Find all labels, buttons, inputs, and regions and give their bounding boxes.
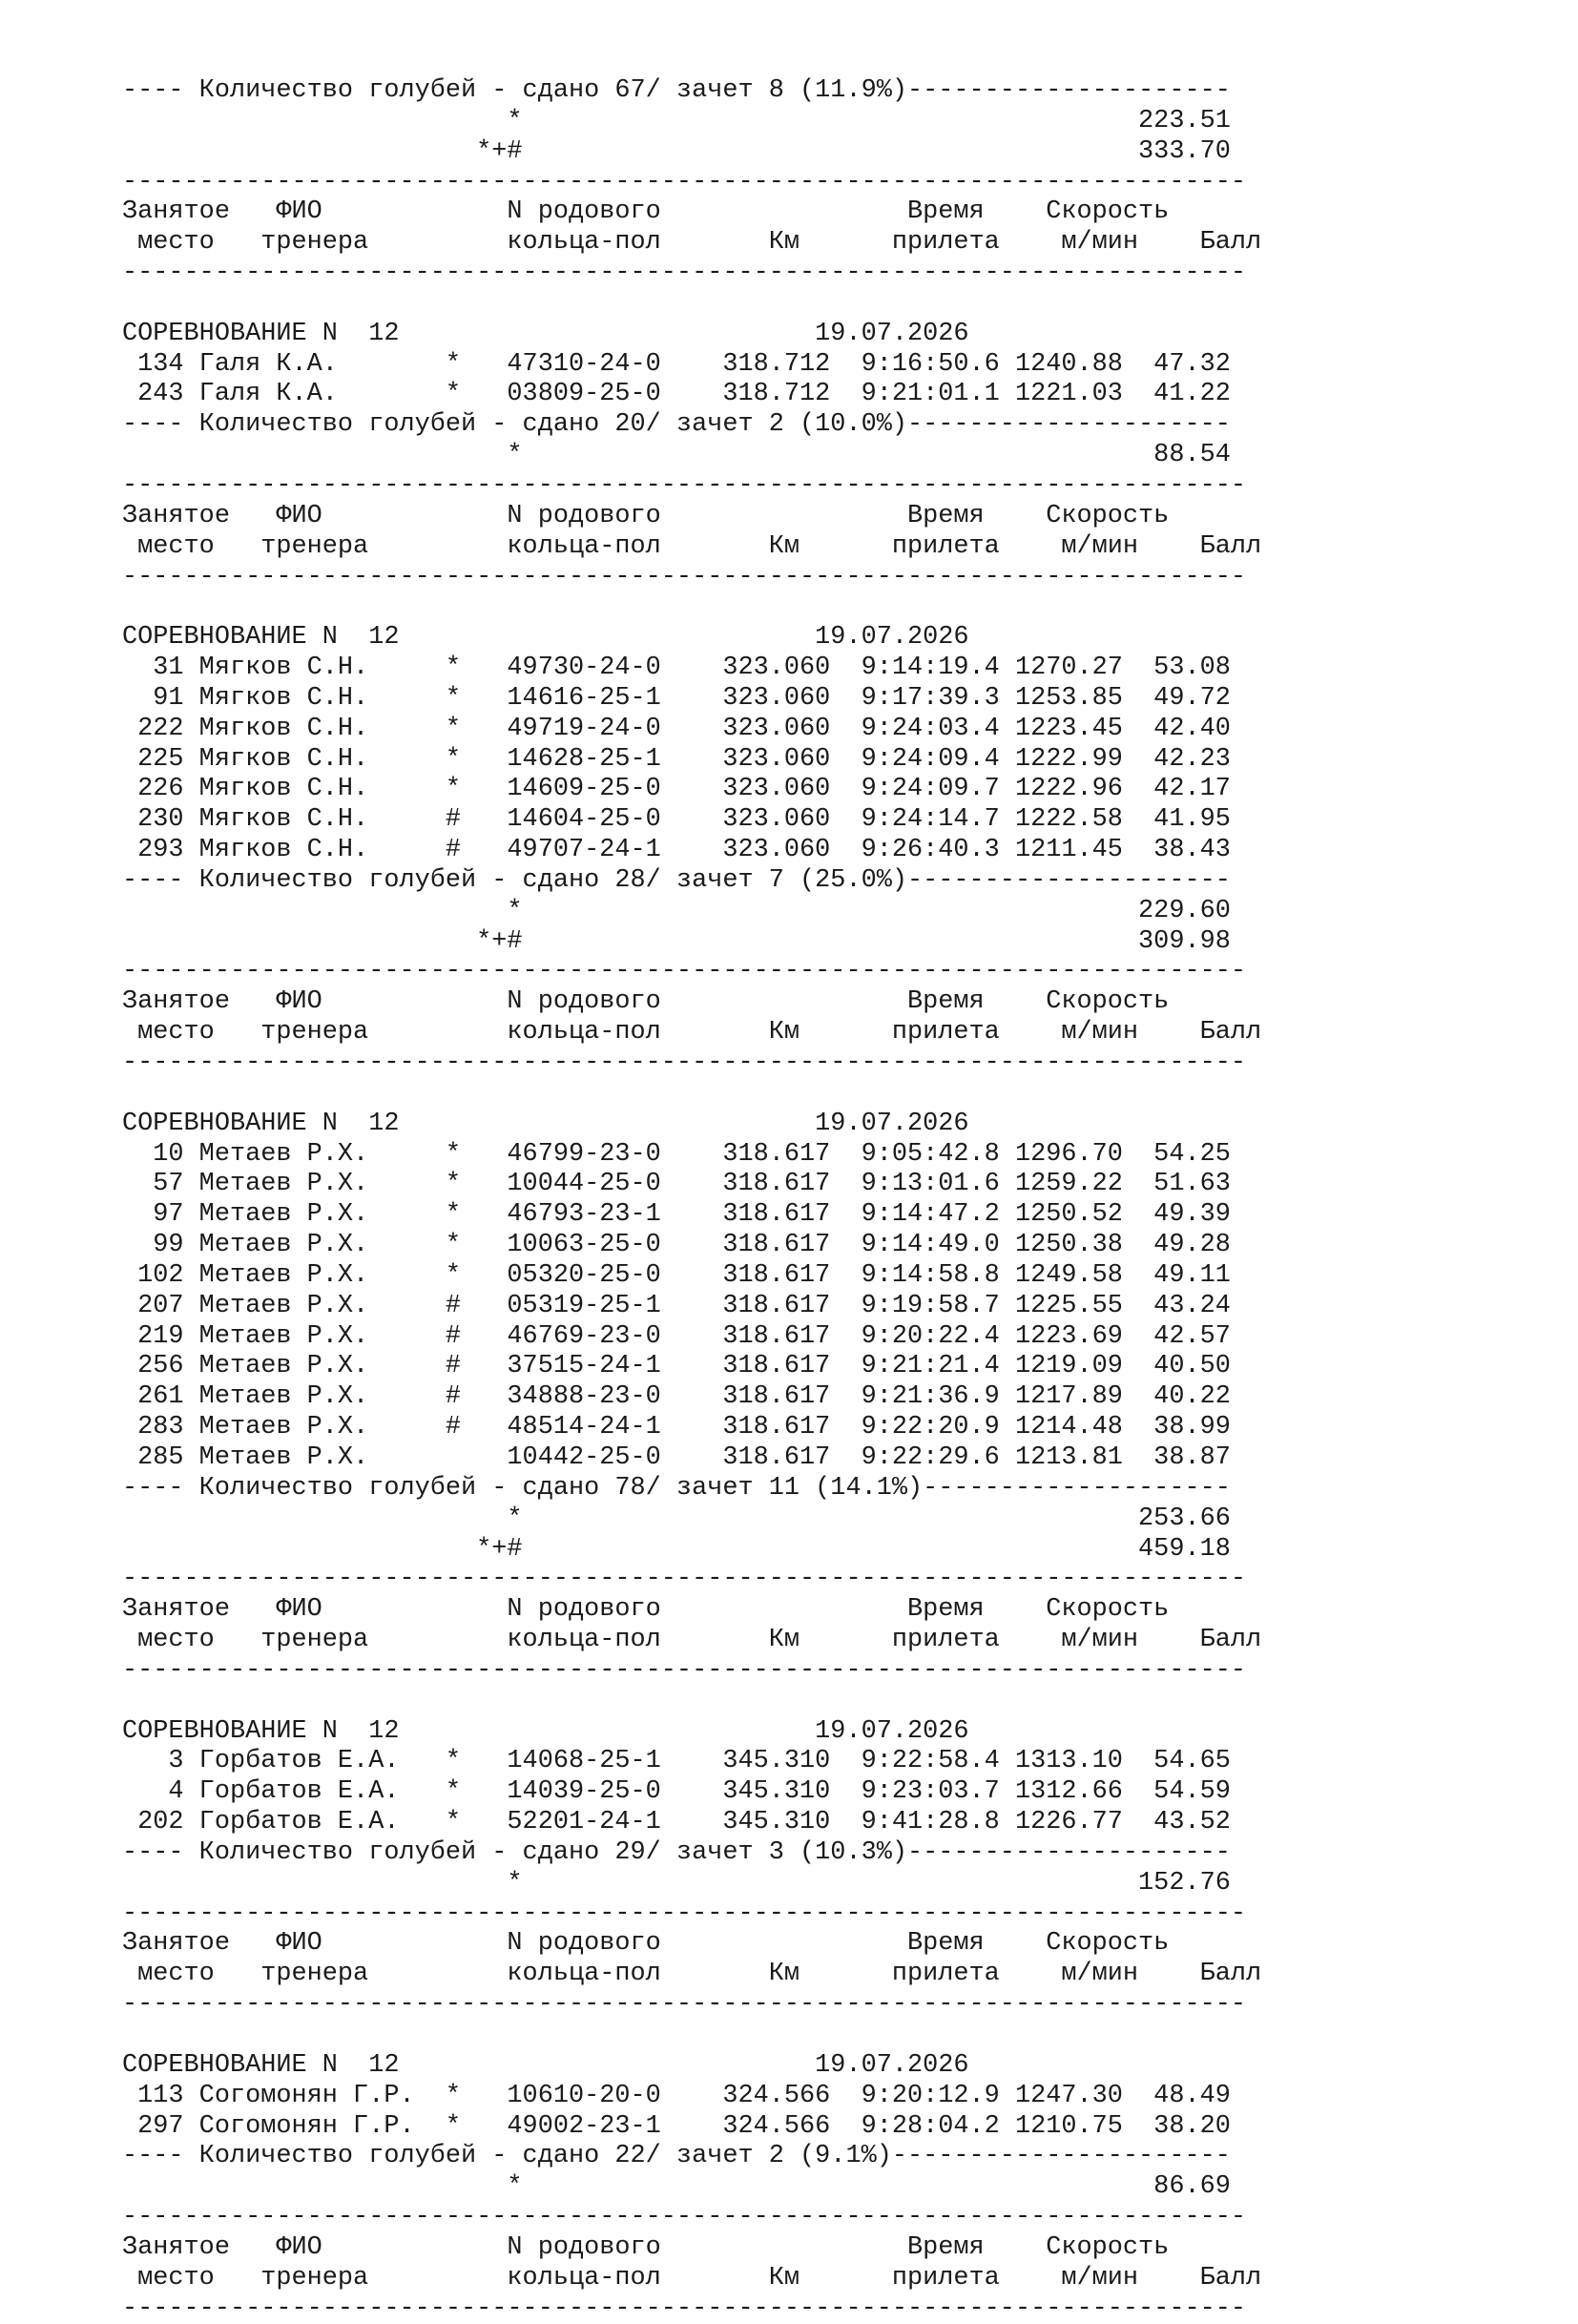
result-row: 57 Метаев Р.Х. * 10044-25-0 318.617 9:13:01.6 1259.22 51.63	[122, 1170, 1231, 1199]
separator-line: -------------------------------------------------------------------------	[122, 1048, 1247, 1077]
result-row: 102 Метаев Р.Х. * 05320-25-0 318.617 9:14:58.8 1249.58 49.11	[122, 1260, 1231, 1290]
blank-line	[122, 2021, 1496, 2051]
separator-line: -------------------------------------------------------------------------	[122, 1655, 1247, 1685]
result-row: 113 Согомонян Г.Р. * 10610-20-0 324.566 9:20:12.9 1247.30 48.49	[122, 2081, 1231, 2110]
result-row: 207 Метаев Р.Х. # 05319-25-1 318.617 9:19:58.7 1225.55 43.24	[122, 1291, 1231, 1320]
competition-header: СОРЕВНОВАНИЕ N 12 19.07.2026	[122, 1716, 969, 1746]
column-header-line: место тренера кольца-пол Км прилета м/мин Балл	[122, 531, 1262, 561]
competition-header: СОРЕВНОВАНИЕ N 12 19.07.2026	[122, 319, 969, 348]
column-header-line: место тренера кольца-пол Км прилета м/мин Балл	[122, 2263, 1262, 2293]
result-row: 283 Метаев Р.Х. # 48514-24-1 318.617 9:22:20.9 1214.48 38.99	[122, 1413, 1231, 1442]
separator-line: -------------------------------------------------------------------------	[122, 1565, 1247, 1594]
column-header-line: Занятое ФИО N родового Время Скорость	[122, 2232, 1170, 2262]
results-report	[122, 76, 1496, 2324]
result-row: 219 Метаев Р.Х. # 46769-23-0 318.617 9:20:22.4 1223.69 42.57	[122, 1321, 1231, 1351]
separator-line: -------------------------------------------------------------------------	[122, 2203, 1247, 2232]
total-line: * 229.60	[122, 896, 1231, 925]
result-row: 3 Горбатов Е.А. * 14068-25-1 345.310 9:22:58.4 1313.10 54.65	[122, 1747, 1231, 1776]
separator-line: -------------------------------------------------------------------------	[122, 470, 1247, 500]
blank-line	[122, 1687, 1496, 1717]
summary-line: ---- Количество голубей - сдано 29/ зачет 3 (10.3%)---------------------	[122, 1837, 1231, 1867]
result-row: 4 Горбатов Е.А. * 14039-25-0 345.310 9:23:03.7 1312.66 54.59	[122, 1777, 1231, 1807]
summary-line: ---- Количество голубей - сдано 22/ зачет 2 (9.1%)----------------------	[122, 2142, 1231, 2171]
column-header-line: место тренера кольца-пол Км прилета м/мин Балл	[122, 228, 1262, 258]
separator-line: -------------------------------------------------------------------------	[122, 1990, 1247, 2020]
result-row: 99 Метаев Р.Х. * 10063-25-0 318.617 9:14:49.0 1250.38 49.28	[122, 1231, 1231, 1260]
result-row: 202 Горбатов Е.А. * 52201-24-1 345.310 9:41:28.8 1226.77 43.52	[122, 1808, 1231, 1837]
summary-line: ---- Количество голубей - сдано 78/ зачет 11 (14.1%)--------------------	[122, 1473, 1231, 1503]
result-row: 31 Мягков С.Н. * 49730-24-0 323.060 9:14:19.4 1270.27 53.08	[122, 654, 1231, 683]
blank-line	[122, 289, 1496, 320]
result-row: 134 Галя К.А. * 47310-24-0 318.712 9:16:50.6 1240.88 47.32	[122, 349, 1231, 379]
competition-header: СОРЕВНОВАНИЕ N 12 19.07.2026	[122, 1109, 969, 1138]
total-line: * 152.76	[122, 1868, 1231, 1898]
total-line: * 253.66	[122, 1504, 1231, 1533]
result-row: 261 Метаев Р.Х. # 34888-23-0 318.617 9:21:36.9 1217.89 40.22	[122, 1382, 1231, 1412]
column-header-line: место тренера кольца-пол Км прилета м/мин Балл	[122, 1018, 1262, 1048]
result-row: 243 Галя К.А. * 03809-25-0 318.712 9:21:01.1 1221.03 41.22	[122, 380, 1231, 409]
result-row: 97 Метаев Р.Х. * 46793-23-1 318.617 9:14:47.2 1250.52 49.39	[122, 1200, 1231, 1230]
result-row: 10 Метаев Р.Х. * 46799-23-0 318.617 9:05:42.8 1296.70 54.25	[122, 1139, 1231, 1169]
column-header-line: Занятое ФИО N родового Время Скорость	[122, 1929, 1170, 1959]
result-row: 293 Мягков С.Н. # 49707-24-1 323.060 9:26:40.3 1211.45 38.43	[122, 836, 1231, 865]
column-header-line: Занятое ФИО N родового Время Скорость	[122, 987, 1170, 1017]
separator-line: -------------------------------------------------------------------------	[122, 957, 1247, 986]
blank-line	[122, 592, 1496, 623]
total-line: *+# 459.18	[122, 1534, 1231, 1564]
column-header-line: место тренера кольца-пол Км прилета м/мин Балл	[122, 1960, 1262, 1989]
total-line: * 86.69	[122, 2172, 1231, 2202]
result-row: 91 Мягков С.Н. * 14616-25-1 323.060 9:17:39.3 1253.85 49.72	[122, 683, 1231, 713]
result-row: 226 Мягков С.Н. * 14609-25-0 323.060 9:24:09.7 1222.96 42.17	[122, 775, 1231, 804]
result-row: 230 Мягков С.Н. # 14604-25-0 323.060 9:24:14.7 1222.58 41.95	[122, 805, 1231, 835]
total-line: * 223.51	[122, 106, 1231, 135]
separator-line: -------------------------------------------------------------------------	[122, 259, 1247, 288]
result-row: 285 Метаев Р.Х. 10442-25-0 318.617 9:22:29.6 1213.81 38.87	[122, 1442, 1231, 1472]
result-row: 225 Мягков С.Н. * 14628-25-1 323.060 9:24:09.4 1222.99 42.23	[122, 744, 1231, 774]
total-line: * 88.54	[122, 441, 1231, 470]
separator-line: -------------------------------------------------------------------------	[122, 1899, 1247, 1928]
result-row: 297 Согомонян Г.Р. * 49002-23-1 324.566 9:28:04.2 1210.75 38.20	[122, 2111, 1231, 2141]
competition-header: СОРЕВНОВАНИЕ N 12 19.07.2026	[122, 623, 969, 653]
total-line: *+# 333.70	[122, 136, 1231, 166]
result-row: 256 Метаев Р.Х. # 37515-24-1 318.617 9:21:21.4 1219.09 40.50	[122, 1352, 1231, 1381]
separator-line: -------------------------------------------------------------------------	[122, 2293, 1247, 2323]
separator-line: -------------------------------------------------------------------------	[122, 167, 1247, 197]
summary-line: ---- Количество голубей - сдано 28/ зачет 7 (25.0%)---------------------	[122, 865, 1231, 895]
column-header-line: Занятое ФИО N родового Время Скорость	[122, 1595, 1170, 1625]
column-header-line: Занятое ФИО N родового Время Скорость	[122, 197, 1170, 227]
summary-line: ---- Количество голубей - сдано 20/ зачет 2 (10.0%)---------------------	[122, 410, 1231, 440]
summary-line: ---- Количество голубей - сдано 67/ зачет 8 (11.9%)---------------------	[122, 76, 1231, 105]
competition-header: СОРЕВНОВАНИЕ N 12 19.07.2026	[122, 2050, 969, 2080]
separator-line: -------------------------------------------------------------------------	[122, 562, 1247, 591]
column-header-line: место тренера кольца-пол Км прилета м/мин Балл	[122, 1626, 1262, 1655]
blank-line	[122, 1079, 1496, 1110]
total-line: *+# 309.98	[122, 926, 1231, 956]
column-header-line: Занятое ФИО N родового Время Скорость	[122, 501, 1170, 530]
result-row: 222 Мягков С.Н. * 49719-24-0 323.060 9:24:03.4 1223.45 42.40	[122, 714, 1231, 743]
